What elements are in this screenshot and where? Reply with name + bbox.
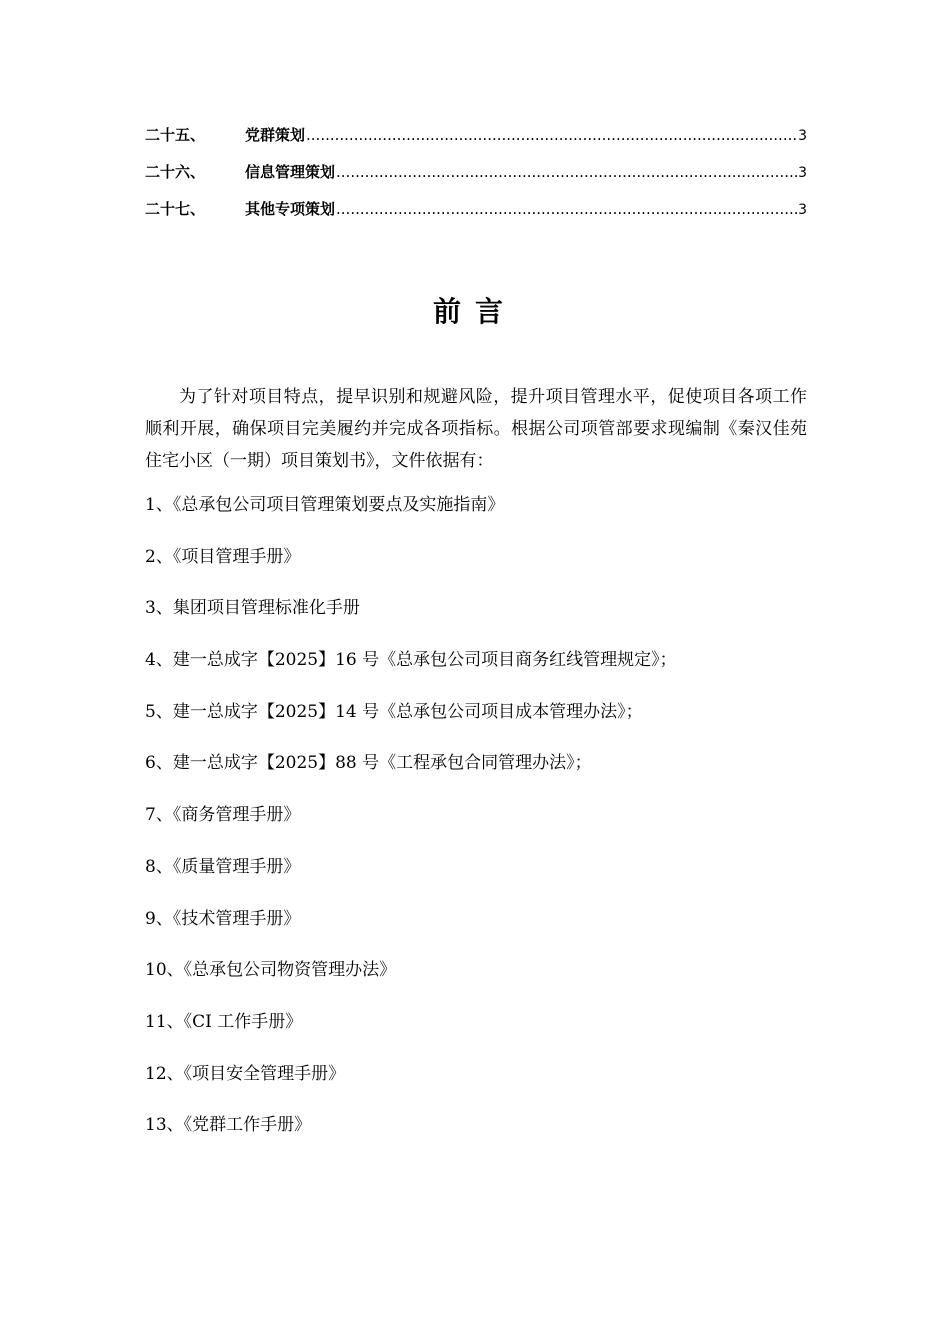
reference-item: 4、建一总成字【2025】16 号《总承包公司项目商务红线管理规定》； (145, 650, 677, 671)
toc-entry-page: 3 (798, 165, 807, 181)
reference-item: 9、《技术管理手册》 (145, 908, 301, 929)
toc-leader-dots (336, 200, 797, 218)
reference-item: 1、《总承包公司项目管理策划要点及实施指南》 (145, 495, 505, 515)
toc-entry-title: 信息管理策划 (245, 163, 336, 181)
toc-entry-number: 二十七、 (145, 200, 206, 218)
toc-entry-title: 其他专项策划 (245, 200, 336, 218)
toc-entry-title: 党群策划 (245, 126, 306, 144)
reference-item: 8、《质量管理手册》 (145, 856, 301, 877)
toc-leader-dots (336, 163, 797, 181)
reference-item: 2、《项目管理手册》 (145, 546, 301, 567)
reference-list (145, 489, 807, 1161)
reference-item: 3、集团项目管理标准化手册 (145, 598, 360, 619)
toc-entry[interactable] (145, 198, 807, 235)
reference-item: 11、《CI 工作手册》 (145, 1011, 303, 1032)
toc-entry[interactable] (145, 161, 807, 198)
reference-item: 6、建一总成字【2025】88 号《工程承包合同管理办法》； (145, 753, 592, 774)
toc-entry-page: 3 (798, 202, 807, 218)
reference-item: 7、《商务管理手册》 (145, 805, 301, 826)
table-of-contents (145, 124, 807, 235)
reference-item: 5、建一总成字【2025】14 号《总承包公司项目成本管理办法》； (145, 701, 643, 722)
toc-entry-number: 二十五、 (145, 126, 206, 144)
reference-item: 13、《党群工作手册》 (145, 1115, 312, 1136)
reference-item: 10、《总承包公司物资管理办法》 (145, 960, 397, 981)
reference-item: 12、《项目安全管理手册》 (145, 1063, 346, 1084)
section-heading: 前言 (432, 295, 517, 328)
toc-entry-page: 3 (798, 128, 807, 144)
toc-entry-number: 二十六、 (145, 163, 206, 181)
toc-entry[interactable] (145, 124, 807, 161)
toc-leader-dots (306, 126, 797, 144)
intro-paragraph: 为了针对项目特点，提早识别和规避风险，提升项目管理水平，促使项目各项工作顺利开展，确保项目完美履约并完成各项指标。根据公司项管部要求现编制《秦汉佳苑住宅小区（一期）项目策划书》，文件依据有： (145, 387, 807, 471)
